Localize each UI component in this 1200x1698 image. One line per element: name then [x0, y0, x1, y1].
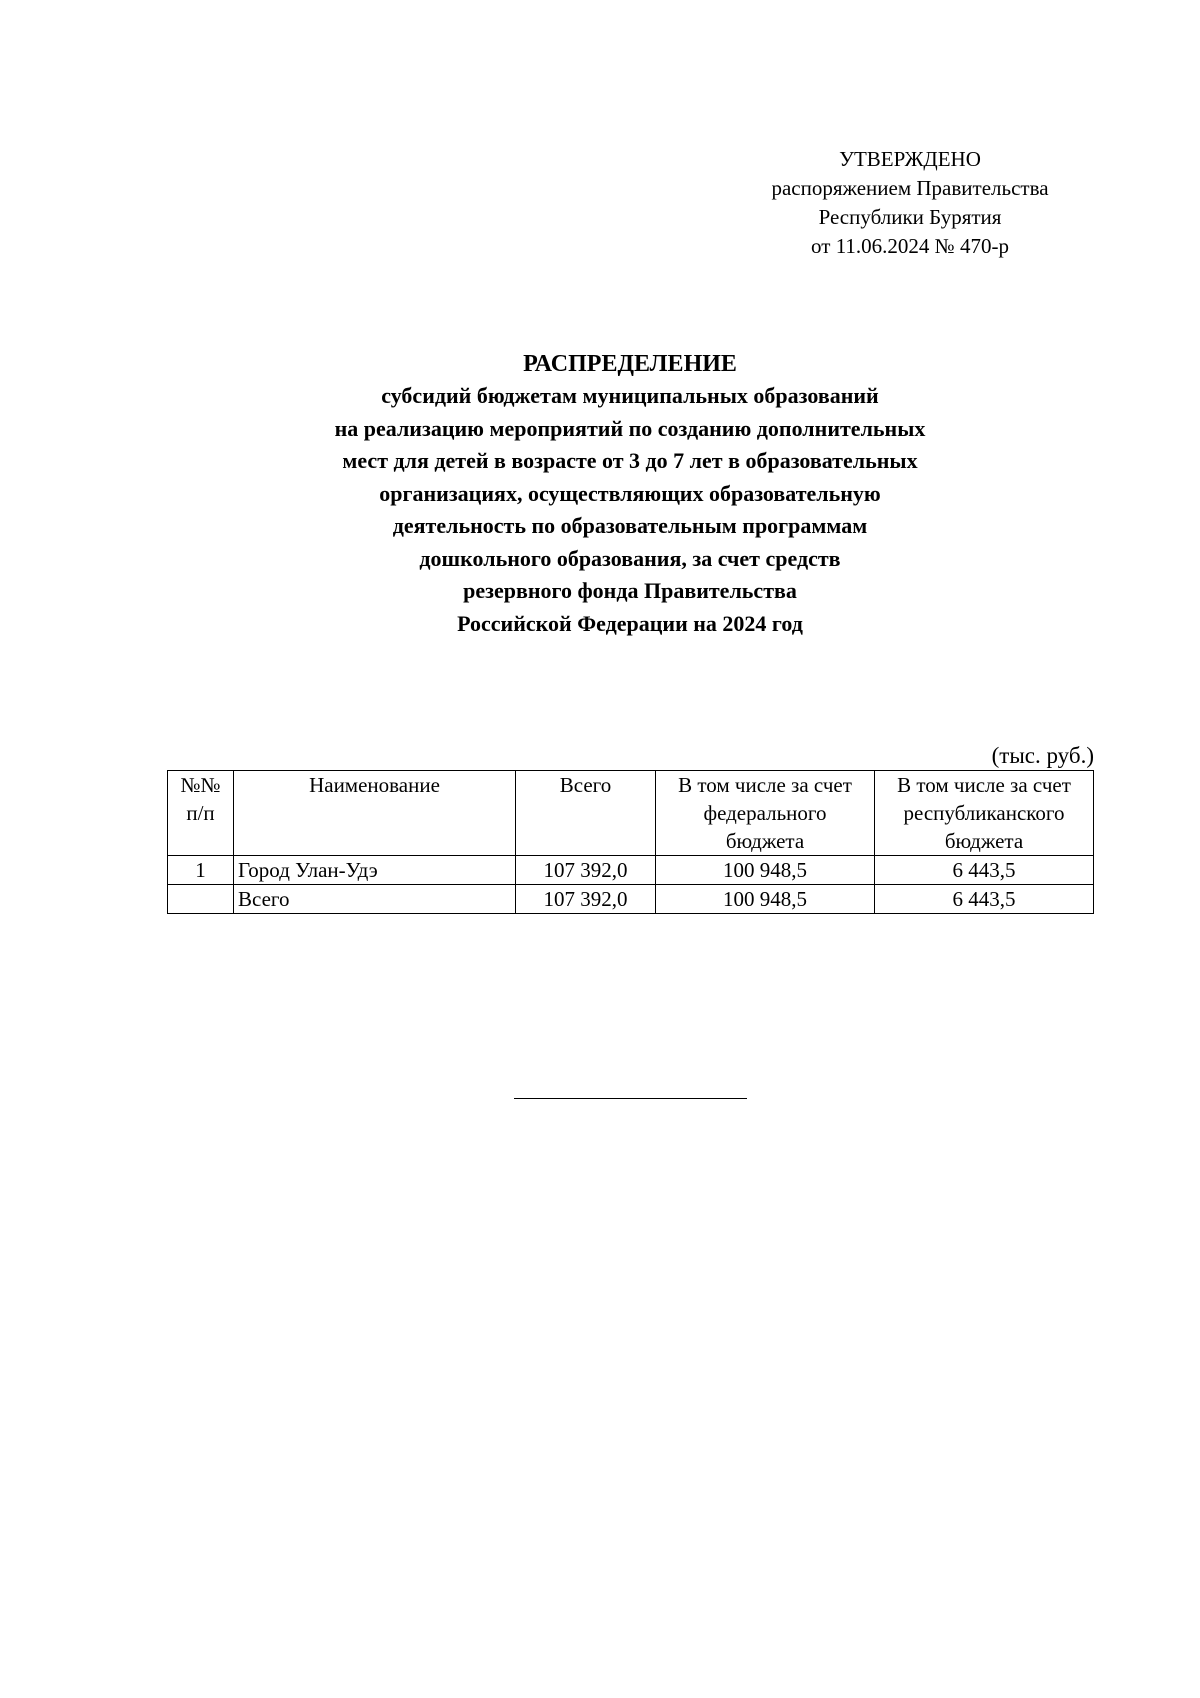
cell-republic: 6 443,5	[875, 885, 1094, 914]
title-line: мест для детей в возрасте от 3 до 7 лет в образовательных	[342, 448, 918, 473]
approval-label: УТВЕРЖДЕНО	[839, 147, 981, 171]
approval-authority-line: распоряжением Правительства	[771, 176, 1049, 200]
header-total: Всего	[516, 771, 656, 856]
cell-name: Город Улан-Удэ	[234, 856, 516, 885]
approval-stamp	[740, 145, 1080, 261]
cell-name: Всего	[234, 885, 516, 914]
cell-total: 107 392,0	[516, 856, 656, 885]
approval-date-number: от 11.06.2024 № 470-р	[811, 234, 1009, 258]
header-number: №№ п/п	[168, 771, 234, 856]
unit-label: (тыс. руб.)	[991, 743, 1094, 768]
title-heading: РАСПРЕДЕЛЕНИЕ	[523, 351, 737, 377]
title-line: субсидий бюджетам муниципальных образований	[381, 383, 879, 408]
title-line: дошкольного образования, за счет средств	[419, 545, 841, 571]
header-federal: В том числе за счет федерального бюджета	[656, 771, 875, 856]
header-republic: В том числе за счет республиканского бюджета	[875, 771, 1094, 856]
cell-number: 1	[168, 856, 234, 885]
title-line: деятельность по образовательным программам	[392, 513, 868, 538]
title-line: Российской Федерации на 2024 год	[457, 610, 803, 636]
table-row	[168, 856, 1094, 885]
title-line: организациях, осуществляющих образовательную	[379, 480, 881, 506]
table-header-row	[168, 771, 1094, 856]
document-title	[180, 348, 1080, 640]
title-line: резервного фонда Правительства	[463, 578, 797, 603]
distribution-table	[167, 770, 1094, 914]
cell-total: 107 392,0	[516, 885, 656, 914]
table-total-row	[168, 885, 1094, 914]
title-line: на реализацию мероприятий по созданию дополнительных	[334, 415, 926, 441]
cell-federal: 100 948,5	[656, 885, 875, 914]
cell-republic: 6 443,5	[875, 856, 1094, 885]
cell-federal: 100 948,5	[656, 856, 875, 885]
header-name: Наименование	[234, 771, 516, 856]
cell-number	[168, 885, 234, 914]
closing-rule	[514, 1098, 747, 1099]
approval-region-line: Республики Бурятия	[818, 205, 1002, 229]
